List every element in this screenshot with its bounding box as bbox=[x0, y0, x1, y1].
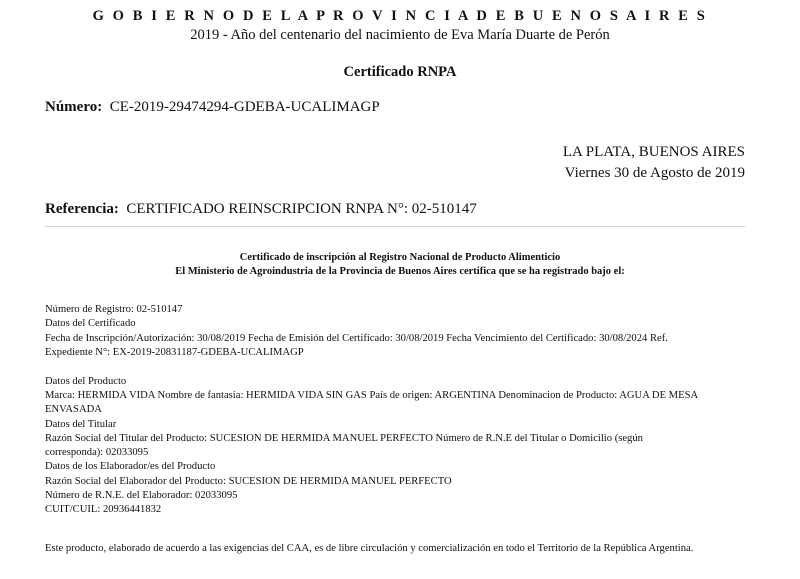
certificate-closing: Este producto, elaborado de acuerdo a las exigencias del CAA, es de libre circulación y comercialización en todo el Territorio de la República Argentina. bbox=[45, 543, 694, 554]
place-and-date bbox=[563, 142, 745, 184]
certificate-line: Fecha de Inscripción/Autorización: 30/08/2019 Fecha de Emisión del Certificado: 30/08/2019 Fecha Vencimiento del Certificado: 30/08/2024 Ref. bbox=[45, 332, 668, 344]
document-reference bbox=[45, 201, 477, 218]
document-title: Certificado RNPA bbox=[343, 64, 457, 80]
certificate-heading: Certificado de inscripción al Registro Nacional de Producto Alimenticio bbox=[239, 252, 561, 263]
certificate-line: Datos del Titular bbox=[45, 418, 117, 430]
certificate-line: Razón Social del Elaborador del Producto: SUCESION DE HERMIDA MANUEL PERFECTO bbox=[45, 475, 452, 487]
document-date: Viernes 30 de Agosto de 2019 bbox=[564, 165, 745, 181]
certificate-line: Datos de los Elaborador/es del Producto bbox=[45, 461, 216, 473]
certificate-line: Número de Registro: 02-510147 bbox=[45, 304, 183, 315]
certificate-body bbox=[45, 303, 790, 518]
certificate-line: Datos del Certificado bbox=[45, 318, 136, 330]
government-header-subtitle: 2019 - Año del centenario del nacimiento de Eva María Duarte de Perón bbox=[190, 27, 610, 43]
certificate-line: Número de R.N.E. del Elaborador: 02033095 bbox=[45, 490, 238, 502]
document-number-value: CE-2019-29474294-GDEBA-UCALIMAGP bbox=[109, 99, 380, 115]
certificate-line: corresponda): 02033095 bbox=[45, 447, 149, 459]
document-number-label: Número: bbox=[45, 99, 103, 115]
certificate-line: Marca: HERMIDA VIDA Nombre de fantasía: HERMIDA VIDA SIN GAS País de origen: ARGENTINA Denominacion de Producto: AGUA DE MESA bbox=[45, 389, 699, 401]
document-number bbox=[45, 99, 380, 116]
certificate-line: CUIT/CUIL: 20936441832 bbox=[45, 504, 162, 516]
reference-value: CERTIFICADO REINSCRIPCION RNPA N°: 02-510147 bbox=[126, 201, 477, 217]
certificate-line: ENVASADA bbox=[45, 404, 102, 416]
reference-label: Referencia: bbox=[45, 201, 119, 217]
divider bbox=[45, 226, 745, 227]
line-gap bbox=[45, 360, 790, 375]
government-header-title: G O B I E R N O D E L A P R O V I N C I A D E B U E N O S A I R E S bbox=[92, 8, 708, 24]
certificate-line: Expediente N°: EX-2019-20831187-GDEBA-UCALIMAGP bbox=[45, 346, 304, 358]
document-place: LA PLATA, BUENOS AIRES bbox=[562, 144, 745, 160]
certificate-line: Datos del Producto bbox=[45, 375, 127, 387]
certificate-subheading: El Ministerio de Agroindustria de la Provincia de Buenos Aires certifica que se ha registrado bajo el: bbox=[175, 266, 625, 277]
certificate-line: Razón Social del Titular del Producto: SUCESION DE HERMIDA MANUEL PERFECTO Número de R.N.E del Titular o Domicilio (según bbox=[45, 432, 643, 444]
